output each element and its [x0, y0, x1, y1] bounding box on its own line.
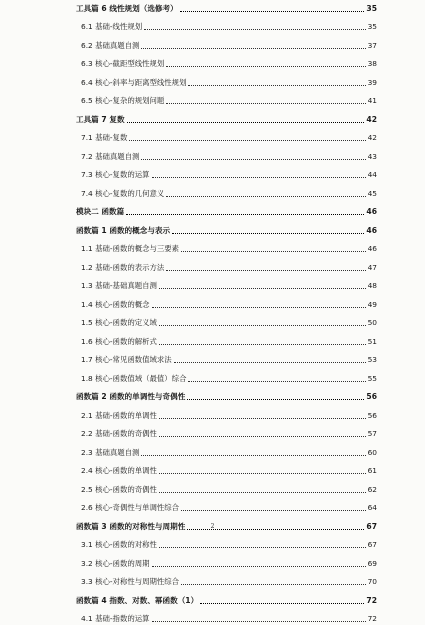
dot-leader	[188, 85, 365, 86]
toc-entry	[76, 144, 377, 163]
toc-entry-label: 2.6 核心-奇偶性与单调性综合	[76, 502, 180, 514]
toc-page-number: 69	[367, 558, 377, 570]
dot-leader	[159, 288, 366, 289]
dot-leader	[166, 270, 365, 271]
toc-entry	[76, 126, 377, 145]
toc-page-number: 72	[367, 613, 377, 625]
toc-entry-label: 4.1 基础-指数的运算	[76, 613, 151, 625]
dot-leader	[181, 584, 366, 585]
toc-entry-label: 1.1 基础-函数的概念与三要素	[76, 243, 180, 255]
toc-entry-label: 1.4 核心-函数的概念	[76, 299, 151, 311]
toc-entry	[76, 348, 377, 367]
toc-entry-label: 函数篇 1 函数的概念与表示	[76, 225, 171, 237]
dot-leader	[159, 325, 366, 326]
toc-entry	[76, 33, 377, 52]
dot-leader	[127, 122, 365, 123]
toc-entry-label: 7.4 核心-复数的几何意义	[76, 188, 165, 200]
toc-entry-label: 7.2 基础真题自测	[76, 151, 140, 163]
toc-section-heading	[76, 218, 377, 237]
toc-entry	[76, 403, 377, 422]
toc-page-number: 44	[367, 169, 377, 181]
toc-entry-label: 6.1 基础-线性规划	[76, 21, 143, 33]
dot-leader	[172, 233, 364, 234]
toc-entry	[76, 52, 377, 71]
toc-page-number: 60	[367, 447, 377, 459]
toc-entry	[76, 477, 377, 496]
toc-section-heading	[76, 107, 377, 126]
dot-leader	[187, 399, 364, 400]
toc-page-number: 46	[365, 225, 377, 237]
toc-entry	[76, 440, 377, 459]
toc-entry	[76, 570, 377, 589]
toc-entry-label: 1.7 核心-常见函数值域求法	[76, 354, 173, 366]
toc-entry	[76, 329, 377, 348]
toc-entry-label: 6.3 核心-截距型线性规划	[76, 58, 165, 70]
toc-entry	[76, 551, 377, 570]
dot-leader	[180, 11, 365, 12]
toc-entry-label: 1.6 核心-函数的解析式	[76, 336, 158, 348]
toc-entry-label: 3.3 核心-对称性与周期性综合	[76, 576, 180, 588]
dot-leader	[152, 621, 366, 622]
dot-leader	[152, 307, 366, 308]
dot-leader	[129, 140, 365, 141]
toc-entry	[76, 89, 377, 108]
dot-leader	[166, 103, 365, 104]
toc-entry-label: 2.5 核心-函数的奇偶性	[76, 484, 158, 496]
toc-entry	[76, 311, 377, 330]
toc-page-number: 38	[367, 58, 377, 70]
toc-entry	[76, 274, 377, 293]
toc-entry-label: 1.8 核心-函数值域（最值）综合	[76, 373, 187, 385]
toc-page-number: 47	[367, 262, 377, 274]
toc-page-number: 62	[367, 484, 377, 496]
toc-page-number: 35	[367, 21, 377, 33]
toc-entry-label: 工具篇 7 复数	[76, 114, 126, 126]
toc-entry	[76, 163, 377, 182]
toc-entry	[76, 181, 377, 200]
toc-page-number: 57	[367, 428, 377, 440]
toc-entry	[76, 237, 377, 256]
toc-entry	[76, 607, 377, 625]
toc-page-number: 49	[367, 299, 377, 311]
toc-page-number: 67	[365, 521, 377, 533]
toc-section-heading	[76, 588, 377, 607]
toc-entry-label: 1.3 基础-基础真题自测	[76, 280, 158, 292]
toc-page-number: 35	[365, 3, 377, 15]
dot-leader	[181, 251, 366, 252]
toc-entry-label: 6.2 基础真题自测	[76, 40, 140, 52]
dot-leader	[141, 455, 365, 456]
toc-entry-label: 3.1 核心-函数的对称性	[76, 539, 158, 551]
toc-entry-label: 1.2 基础-函数的表示方法	[76, 262, 165, 274]
toc-page-number: 72	[365, 595, 377, 607]
toc-entry-label: 7.3 核心-复数的运算	[76, 169, 151, 181]
dot-leader	[141, 159, 365, 160]
dot-leader	[159, 344, 366, 345]
toc-section-heading	[76, 385, 377, 404]
toc-page-number: 51	[367, 336, 377, 348]
dot-leader	[174, 362, 366, 363]
toc-entry-label: 2.4 核心-函数的单调性	[76, 465, 158, 477]
dot-leader	[159, 492, 366, 493]
toc-page-number: 39	[367, 77, 377, 89]
toc-entry-label: 3.2 核心-函数的周期	[76, 558, 151, 570]
toc-entry	[76, 366, 377, 385]
toc-page-number: 50	[367, 317, 377, 329]
toc-page-number: 43	[367, 151, 377, 163]
toc-entry	[76, 70, 377, 89]
toc-entry-label: 模块二 函数篇	[76, 206, 125, 218]
toc-entry	[76, 533, 377, 552]
dot-leader	[152, 177, 366, 178]
toc-page-number: 46	[367, 243, 377, 255]
dot-leader	[159, 473, 366, 474]
toc-entry	[76, 15, 377, 34]
toc-section-heading	[76, 0, 377, 15]
dot-leader	[141, 48, 365, 49]
dot-leader	[144, 29, 365, 30]
table-of-contents	[76, 0, 377, 625]
toc-entry-label: 函数篇 2 函数的单调性与奇偶性	[76, 391, 186, 403]
toc-entry-label: 1.5 核心-函数的定义域	[76, 317, 158, 329]
toc-page-number: 55	[367, 373, 377, 385]
toc-page-number: 37	[367, 40, 377, 52]
toc-page-number: 45	[367, 188, 377, 200]
toc-page-number: 64	[367, 502, 377, 514]
toc-entry	[76, 496, 377, 515]
dot-leader	[159, 547, 366, 548]
toc-entry-label: 工具篇 6 线性规划（选修考）	[76, 3, 179, 15]
dot-leader	[166, 66, 365, 67]
toc-entry-label: 2.1 基础-函数的单调性	[76, 410, 158, 422]
dot-leader	[166, 196, 365, 197]
toc-entry-label: 6.5 核心-复杂的规划问题	[76, 95, 165, 107]
toc-page-number: 46	[365, 206, 377, 218]
dot-leader	[200, 603, 364, 604]
toc-entry-label: 7.1 基础-复数	[76, 132, 128, 144]
toc-page-number: 42	[365, 114, 377, 126]
toc-entry	[76, 422, 377, 441]
dot-leader	[188, 381, 365, 382]
toc-entry	[76, 292, 377, 311]
toc-page-number: 70	[367, 576, 377, 588]
dot-leader	[159, 436, 366, 437]
toc-entry-label: 2.2 基础-函数的奇偶性	[76, 428, 158, 440]
toc-entry-label: 函数篇 4 指数、对数、幂函数（1）	[76, 595, 199, 607]
toc-page-number: 56	[365, 391, 377, 403]
toc-entry-label: 2.3 基础真题自测	[76, 447, 140, 459]
toc-page-number: 53	[367, 354, 377, 366]
toc-entry	[76, 459, 377, 478]
toc-page-number: 67	[367, 539, 377, 551]
toc-section-heading	[76, 200, 377, 219]
toc-entry-label: 函数篇 3 函数的对称性与周期性	[76, 521, 186, 533]
toc-entry-label: 6.4 核心-斜率与距离型线性规划	[76, 77, 187, 89]
dot-leader	[181, 510, 366, 511]
toc-page-number: 61	[367, 465, 377, 477]
toc-page-number: 42	[367, 132, 377, 144]
toc-entry	[76, 255, 377, 274]
toc-page-number: 56	[367, 410, 377, 422]
dot-leader	[152, 566, 366, 567]
dot-leader	[126, 214, 364, 215]
page-number: 2	[0, 523, 425, 530]
dot-leader	[159, 418, 366, 419]
toc-page-number: 41	[367, 95, 377, 107]
toc-page-number: 48	[367, 280, 377, 292]
